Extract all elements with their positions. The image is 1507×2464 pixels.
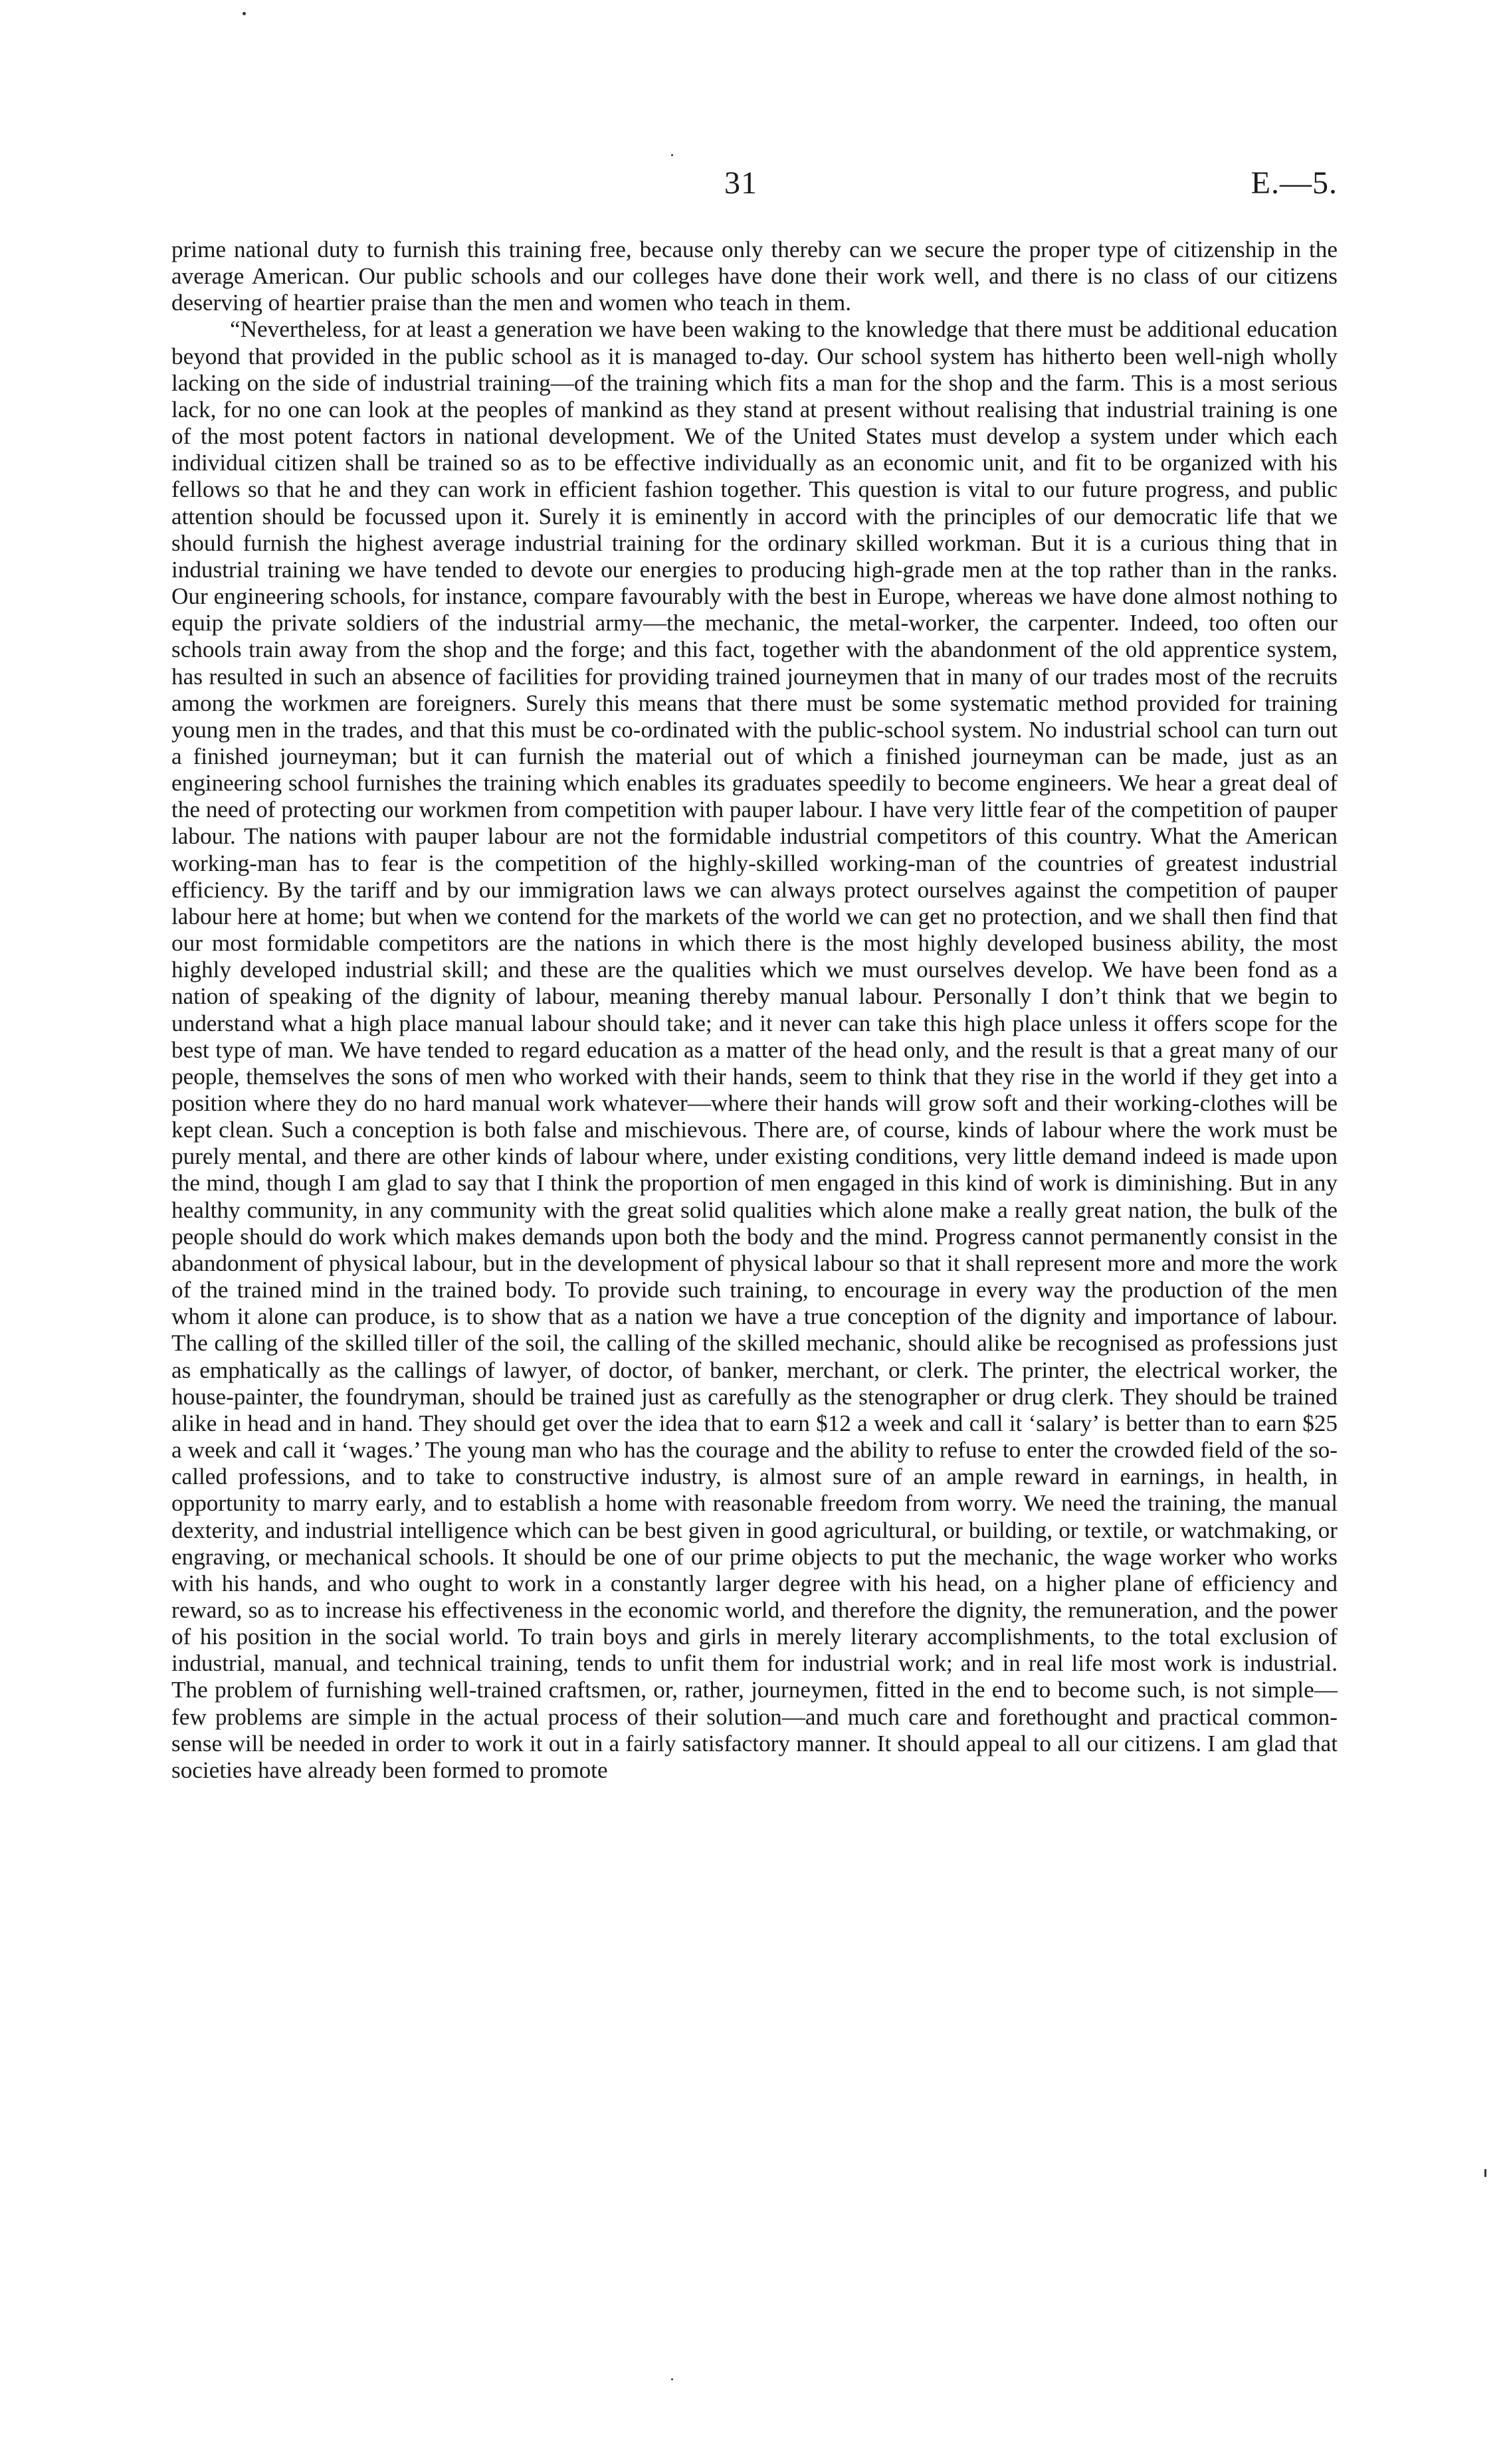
paragraph: prime national duty to furnish this training free, because only thereby can we secure the proper type of citizenship in the average American. Our public schools and our colleges have done their work well, and there is no class of our citizens deserving of heartier praise than the men and women who teach in them.: [171, 237, 1338, 316]
page-header: [0, 165, 1507, 211]
scan-speck: [1484, 2169, 1486, 2177]
scan-speck: [671, 154, 673, 156]
body-text: [171, 237, 1338, 1784]
page-number: 31: [724, 165, 757, 201]
paragraph: “Nevertheless, for at least a generation we have been waking to the knowledge that there must be additional education beyond that provided in the public school as it is managed to-day. Our school system has hitherto been well-nigh wholly lacking on the side of industrial training—of the training which fits a man for the shop and the farm. This is a most serious lack, for no one can look at the peoples of mankind as they stand at present without realising that industrial training is one of the most potent factors in national development. We of the United States must develop a system under which each individual citizen shall be trained so as to be effective individually as an economic unit, and fit to be organized with his fellows so that he and they can work in efficient fashion together. This question is vital to our future progress, and public attention should be focussed upon it. Surely it is eminently in accord with the principles of our democratic life that we should furnish the highest average industrial training for the ordinary skilled workman. But it is a curious thing that in industrial training we have tended to devote our energies to producing high-grade men at the top rather than in the ranks. Our engineering schools, for instance, compare favourably with the best in Europe, whereas we have done almost nothing to equip the private soldiers of the industrial army—the mechanic, the metal-worker, the carpenter. Indeed, too often our schools train away from the shop and the forge; and this fact, together with the abandonment of the old apprentice system, has resulted in such an absence of facilities for providing trained journeymen that in many of our trades most of the recruits among the workmen are foreigners. Surely this means that there must be some systematic method provided for training young men in the trades, and that this must be co-ordinated with the public-school system. No industrial school can turn out a finished journeyman; but it can furnish the material out of which a finished journeyman can be made, just as an engineering school furnishes the training which enables its graduates speedily to become engineers. We hear a great deal of the need of protecting our workmen from competition with pauper labour. I have very little fear of the competition of pauper labour. The nations with pauper labour are not the formidable industrial competitors of this country. What the American working-man has to fear is the competition of the highly-skilled working-man of the countries of greatest industrial efficiency. By the tariff and by our immigration laws we can always protect ourselves against the competition of pauper labour here at home; but when we contend for the markets of the world we can get no protection, and we shall then find that our most formidable competitors are the nations in which there is the most highly developed business ability, the most highly developed industrial skill; and these are the qualities which we must ourselves develop. We have been fond as a nation of speaking of the dignity of labour, meaning thereby manual labour. Personally I don’t think that we begin to understand what a high place manual labour should take; and it never can take this high place unless it offers scope for the best type of man. We have tended to regard education as a matter of the head only, and the result is that a great many of our people, themselves the sons of men who worked with their hands, seem to think that they rise in the world if they get into a position where they do no hard manual work whatever—where their hands will grow soft and their working-clothes will be kept clean. Such a conception is both false and mischievous. There are, of course, kinds of labour where the work must be purely mental, and there are other kinds of labour where, under existing conditions, very little demand indeed is made upon the mind, though I am glad to say that I think the proportion of men engaged in this kind of work is diminishing. But in any healthy community, in any community with the great solid qualities which alone make a really great nation, the bulk of the people should do work which makes demands upon both the body and the mind. Progress cannot permanently consist in the abandonment of physical labour, but in the development of physical labour so that it shall represent more and more the work of the trained mind in the trained body. To provide such training, to encourage in every way the production of the men whom it alone can produce, is to show that as a nation we have a true conception of the dignity and importance of labour. The calling of the skilled tiller of the soil, the calling of the skilled mechanic, should alike be recognised as professions just as emphatically as the callings of lawyer, of doctor, of banker, merchant, or clerk. The printer, the electrical worker, the house-painter, the foundryman, should be trained just as carefully as the stenographer or drug clerk. They should be trained alike in head and in hand. They should get over the idea that to earn $12 a week and call it ‘salary’ is better than to earn $25 a week and call it ‘wages.’ The young man who has the courage and the ability to refuse to enter the crowded field of the so-called professions, and to take to constructive industry, is almost sure of an ample reward in earnings, in health, in opportunity to marry early, and to establish a home with reasonable freedom from worry. We need the training, the manual dexterity, and industrial intelligence which can be best given in good agricultural, or building, or textile, or watchmaking, or engraving, or mechanical schools. It should be one of our prime objects to put the mechanic, the wage worker who works with his hands, and who ought to work in a constantly larger degree with his head, on a higher plane of efficiency and reward, so as to increase his effectiveness in the economic world, and therefore the dignity, the remuneration, and the power of his position in the social world. To train boys and girls in merely literary accomplishments, to the total exclusion of industrial, manual, and technical training, tends to unfit them for industrial work; and in real life most work is industrial. The problem of furnishing well-trained craftsmen, or, rather, journeymen, fitted in the end to become such, is not simple—few problems are simple in the actual process of their solution—and much care and forethought and practical common-sense will be needed in order to work it out in a fairly satisfactory manner. It should appeal to all our citizens. I am glad that societies have already been formed to promote: [171, 316, 1338, 1783]
document-reference: E.—5.: [1251, 165, 1338, 201]
scan-speck: [671, 2378, 673, 2380]
scan-speck: [243, 12, 246, 15]
